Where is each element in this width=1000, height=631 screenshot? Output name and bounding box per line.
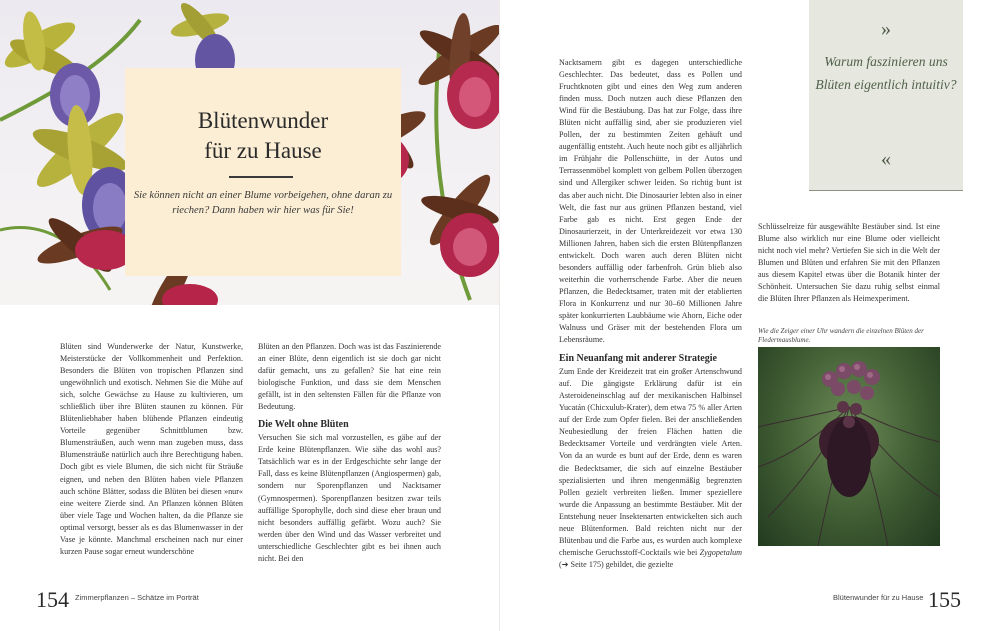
title-divider xyxy=(229,176,293,178)
page-number-left: 154 xyxy=(36,587,69,612)
body-paragraph: Versuchen Sie sich mal vorzustellen, es gäbe auf der Erde keine Blütenpflanzen. Wie sähe das wohl aus? Tatsächlich war es in der Erdgeschichte sehr lange der Fall, dass es keine Blütenpflanzen (Angiospermen) gab, sondern nur Sporenpflanzen und Nacktsamer (Gymnospermen). Sporenpflanzen besitzen zwar teils auffällige Sporophylle, doch sind diese eher braun und nicht besonders auffällig gefärbt. Wozu auch? Sie werden über den Wind und das Wasser verbreitet und unterschiedliche Geschlechter gibt es bei ihnen auch nicht. Bei den xyxy=(258,433,441,563)
right-page xyxy=(500,0,1000,631)
photo-caption: Wie die Zeiger einer Uhr wandern die einzelnen Blüten der Fledermausblume. xyxy=(758,327,924,344)
left-column-1 xyxy=(60,341,243,558)
running-head-right: Blütenwunder für zu Hause xyxy=(833,593,924,602)
quote-open-mark: » xyxy=(881,18,891,40)
chapter-subtitle: Sie können nicht an einer Blume vorbeigehen, ohne daran zu riechen? Dann haben wir hier was für Sie! xyxy=(133,190,393,216)
right-column-1 xyxy=(559,57,742,571)
body-paragraph: Nacktsamern gibt es dagegen unterschiedliche Geschlechter. Das bedeutet, dass es Pollen und Fruchtknoten gibt und eines den Weg zum anderen finden muss. Doch nutzen auch diese Pflanzen den Wind für die Bestäubung. Das hat zur Folge, dass ihre Blüten nicht auffällig sind, aber sie produzieren viel Pollen, der zu bestimmten Zeiten gehäuft und augenfällig entsteht. Auch heute noch gibt es alljährlich im Frühjahr die Pollenschütte, in der Autos und Terrassenmöbel komplett von gelbem Pollen überzogen sind und Allergiker schwer leiden. So richtig bunt ist das aber auch nicht. Die Dinosaurier lebten also in einer Welt, die fast nur aus grünen Pflanzen bestand, viel Farbe gab es nicht. Erst gegen Ende der Dinosaurierzeit, in der Unterkreidezeit vor etwa 130 Millionen Jahren, haben sich die ersten Blütenpflanzen entwickelt. Doch waren auch deren Blüten nicht besonders auffällig oder farbenfroh. Grün blieb also weiterhin die vorherrschende Farbe. Aber die neuen Pflanzen, die Bedecktsamer, traten mit der etablierten Flora in Konkurrenz und nur 30–60 Millionen Jahre später konkurrierten Laubbäume wie Ahorn, Eiche oder Walnuss und Gräser mit der bestehenden Flora um Lebensräume. xyxy=(559,58,742,345)
pull-quote-box xyxy=(809,0,963,191)
body-paragraph: Blüten an den Pflanzen. Doch was ist das Faszinierende an einer Blüte, denn eigentlich ist sie doch gar nicht dafür gemacht, uns zu gefallen? Sie hat eine rein biologische Funktion, und dass sie dem Menschen gefällt, ist in den seltensten Fällen für die Pflanze von Bedeutung. xyxy=(258,342,441,412)
bat-flower-photo xyxy=(758,347,940,546)
body-text: Zum Ende der Kreidezeit trat ein großer Artenschwund auf. Die gängigste Erklärung dafür ist ein Asteroideneinschlag auf der mexikanischen Halbinsel Yucatán (Chicxulub-Krater), dem etwa 75 % aller Arten auf der Erde zum Opfer fielen. Bei der anschließenden Neubesiedlung der freien Flächen hatten die Bedecktsamer Vorteile und verdrängten viele Arten. Von da an wurde es bunt auf der Erde, denn es waren die Bedecktsamer, die sich auf einzelne Bestäuber spezialisierten und ihren mengenmäßig begrenzten Pollen gezielt verbreiten ließen. Immer speziellere wurde die Anpassung an bestimmte Bestäuber. Mit der Entstehung neuer Insektenarten entwickelten sich auch neue Blütenformen. Bald reichten nicht nur der Blütenbau und die Farbe aus, es wurden auch komplexe chemische Geruchsstoff-Cocktails wie bei xyxy=(559,367,742,557)
title-box xyxy=(125,68,401,276)
title-line-2: für zu Hause xyxy=(204,138,322,163)
left-column-2 xyxy=(258,341,441,565)
title-line-1: Blütenwunder xyxy=(197,108,329,133)
plant-name: Zygopetalum xyxy=(699,547,743,557)
body-paragraph xyxy=(559,366,742,571)
page-number-right: 155 xyxy=(928,587,961,612)
running-head-left: Zimmerpflanzen – Schätze im Porträt xyxy=(75,593,199,602)
section-heading: Ein Neuanfang mit anderer Strategie xyxy=(559,353,717,365)
pull-quote-text: Warum faszinieren uns Blüten eigentlich intuitiv? xyxy=(815,54,957,92)
body-paragraph: Schlüsselreize für ausgewählte Bestäuber sind. Ist eine Blume also wirklich nur eine Blume oder vielleicht nicht noch viel mehr? Vertiefen Sie sich in die Welt der Blumen und Blüten und erfahren Sie mit den Pflanzen aus diesem Kapitel etwas über die Botanik hinter der Schönheit. Untersuchen Sie dazu ruhig selbst einmal die Blüten Ihrer Pflanzen als Heimexperiment. xyxy=(758,222,940,304)
quote-close-mark: « xyxy=(881,148,891,170)
right-column-2 xyxy=(758,221,940,305)
chapter-title xyxy=(125,106,401,166)
section-heading: Die Welt ohne Blüten xyxy=(258,419,349,431)
quote-rule xyxy=(809,190,963,191)
body-paragraph: Blüten sind Wunderwerke der Natur, Kunstwerke, Meisterstücke der Vollkommenheit und Perfektion. Besonders die Blüten von tropischen Pflanzen sind ungewöhnlich und exotisch. Nehmen Sie die Mühe auf sich, solche Gewächse zu Hause zu kultivieren, um schließlich über ihre Blüten staunen zu können. Für Blütenliebhaber haben blühende Pflanzen eindeutig Vorteile gegenüber Schnittblumen bzw. Blumensträußen, auch wenn man zugeben muss, dass Blumensträuße natürlich auch ihre Berechtigung haben. Doch gibt es viele Blumen, die sich nicht für Sträuße eignen, und neben den Blüten haben viele Pflanzen auch schöne Blätter, sodass die Blüten bei diesen »nur« eine weitere Zierde sind. An Pflanzen können Blüten über viele Tage und Wochen halten, da die Pflanze sie optimal versorgt, besser als es das Blumenwasser in der Vase je könnte. Manchmal erscheinen nach nur einer kurzen Pause sogar erneut wunderschöne xyxy=(60,342,243,556)
body-text-end: (➔ Seite 175) gebildet, die gezielte xyxy=(559,559,674,569)
hero-image-orchids xyxy=(0,0,500,305)
bat-flower-illustration xyxy=(758,347,940,546)
